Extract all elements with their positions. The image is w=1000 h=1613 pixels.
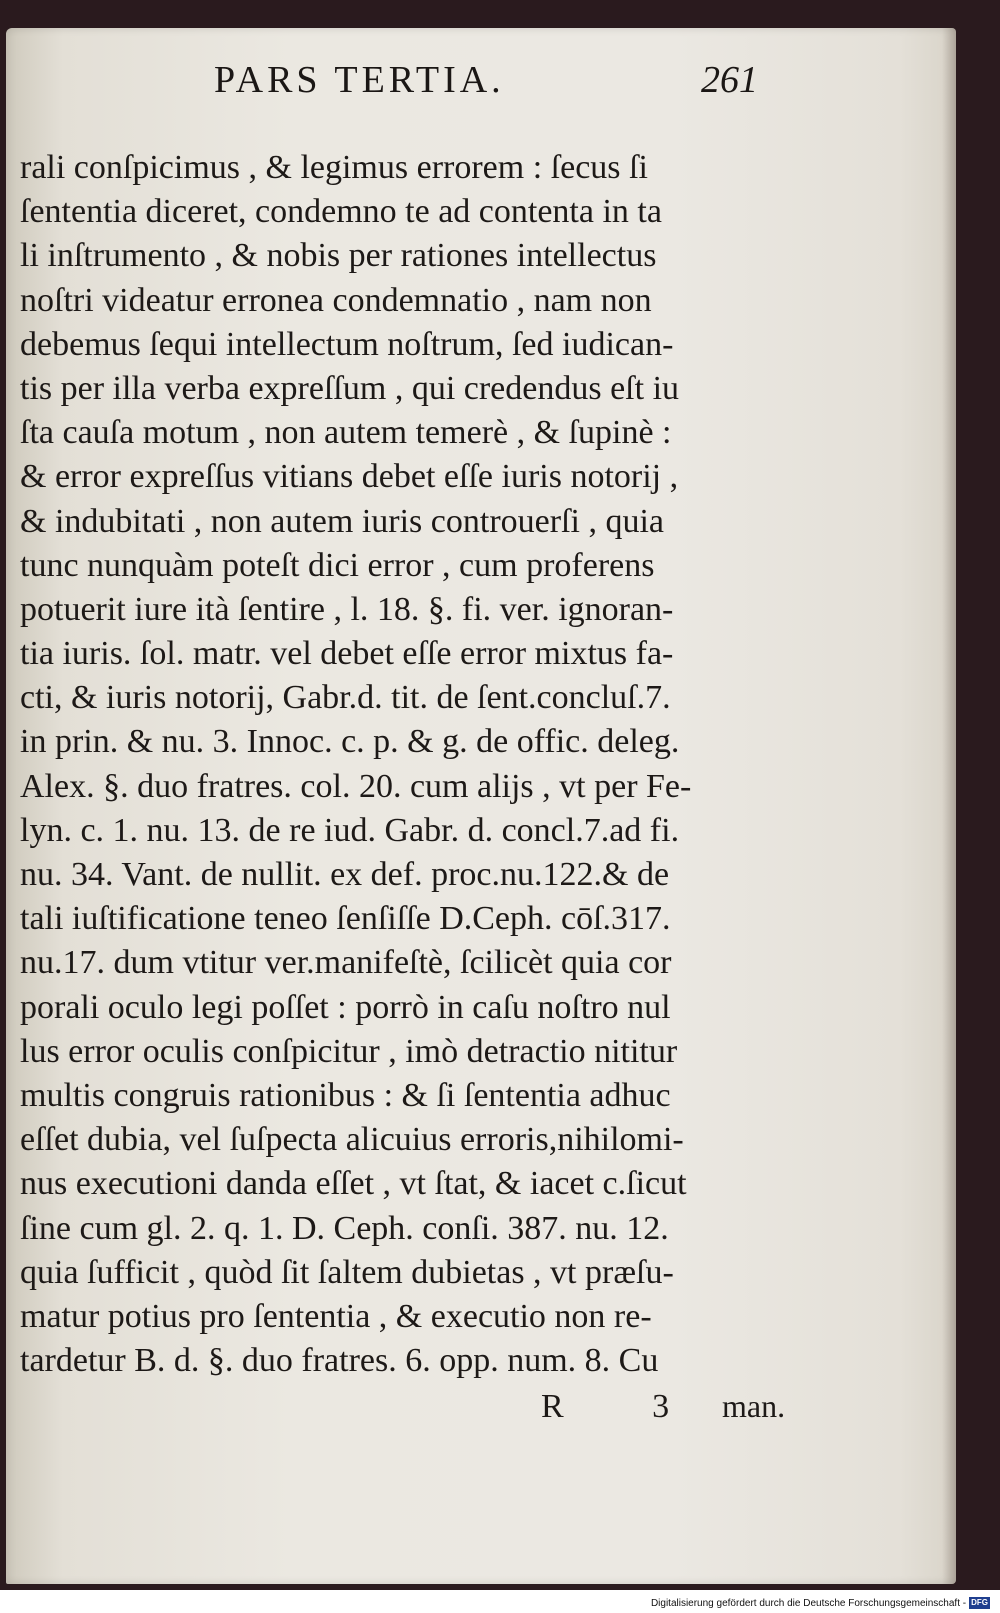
page-header <box>6 58 956 108</box>
signature-mark: R 3 <box>541 1388 710 1425</box>
text-line: lyn. c. 1. nu. 13. de re iud. Gabr. d. concl.7.ad fi. <box>20 811 680 849</box>
text-line: tunc nunquàm poteſt dici error , cum proferens <box>20 546 655 584</box>
text-line: rali conſpicimus , & legimus errorem : ſecus ſi <box>20 149 648 186</box>
body-text <box>20 146 820 1383</box>
text-line: debemus ſequi intellectum noſtrum, ſed iudican- <box>20 325 674 363</box>
text-line: tali iuſtificatione teneo ſenſiſſe D.Ceph. cōſ.317. <box>20 900 671 938</box>
catchword: man. <box>722 1388 786 1424</box>
text-line: nus executioni danda eſſet , vt ſtat, & iacet c.ſicut <box>20 1165 687 1203</box>
book-page <box>6 28 956 1584</box>
text-line: ſententia diceret, condemno te ad contenta in ta <box>20 193 662 231</box>
text-line: multis congruis rationibus : & ſi ſententia adhuc <box>20 1076 671 1114</box>
page-number: 261 <box>701 59 758 101</box>
text-line: tardetur B. d. §. duo fratres. 6. opp. num. 8. Cu <box>20 1342 659 1380</box>
text-line: & indubitati , non autem iuris controuerſi , quia <box>20 502 664 540</box>
text-line: in prin. & nu. 3. Innoc. c. p. & g. de offic. deleg. <box>20 723 680 761</box>
dfg-logo: DFG <box>971 1598 988 1607</box>
text-line: li inſtrumento , & nobis per rationes intellectus <box>20 237 657 275</box>
text-line: quia ſufficit , quòd ſit ſaltem dubietas , vt præſu- <box>20 1253 674 1291</box>
text-line: noſtri videatur erronea condemnatio , nam non <box>20 281 652 319</box>
text-line: porali oculo legi poſſet : porrò in caſu noſtro nul <box>20 988 671 1026</box>
text-line: tia iuris. ſol. matr. vel debet eſſe error mixtus fa- <box>20 635 674 673</box>
text-line: matur potius pro ſententia , & executio non re- <box>20 1297 652 1335</box>
credit-text: Digitalisierung gefördert durch die Deutsche Forschungsgemeinschaft - <box>650 1597 967 1609</box>
text-line: Alex. §. duo fratres. col. 20. cum alijs , vt per Fe- <box>20 767 692 805</box>
text-line: tis per illa verba expreſſum , qui credendus eſt iu <box>20 369 680 407</box>
text-line: cti, & iuris notorij, Gabr.d. tit. de ſent.concluſ.7. <box>20 679 671 717</box>
text-line: eſſet dubia, vel ſuſpecta alicuius erroris,nihilomi- <box>20 1121 684 1159</box>
digitization-credit <box>651 1597 990 1609</box>
text-line: lus error oculis conſpicitur , imò detractio nititur <box>20 1032 678 1070</box>
running-head: PARS TERTIA. <box>214 59 505 101</box>
text-line: nu. 34. Vant. de nullit. ex def. proc.nu.122.& de <box>20 856 670 893</box>
page-edge-shadow <box>942 28 956 1584</box>
text-line: & error expreſſus vitians debet eſſe iuris notorij , <box>20 458 679 496</box>
page-footer <box>6 1388 956 1438</box>
text-line: nu.17. dum vtitur ver.manifeſtè, ſcilicèt quia cor <box>20 944 672 982</box>
text-line: potuerit iure ità ſentire , l. 18. §. fi. ver. ignoran- <box>20 590 674 628</box>
text-line: ſine cum gl. 2. q. 1. D. Ceph. conſi. 387. nu. 12. <box>20 1209 669 1247</box>
text-line: ſta cauſa motum , non autem temerè , & ſupinè : <box>20 414 672 452</box>
